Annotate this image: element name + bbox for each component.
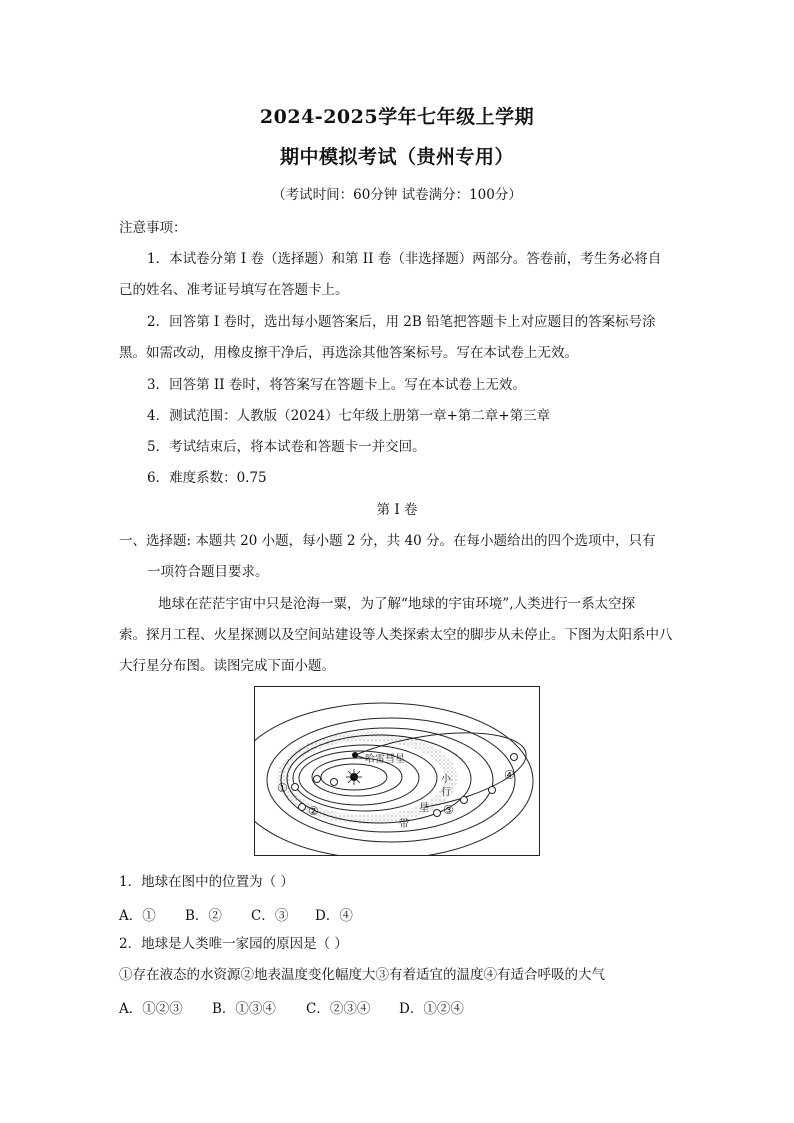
planet-5	[434, 810, 441, 817]
note-6: 6．难度系数：0.75	[147, 470, 267, 486]
planet-2	[314, 776, 321, 783]
question-1-option-c[interactable]: C．③	[251, 908, 289, 924]
volume-heading: 第 I 卷	[376, 502, 418, 518]
planet-4	[299, 804, 306, 811]
comet-label: 哈雷彗星	[365, 754, 405, 765]
planet-6	[461, 797, 468, 804]
comet	[352, 752, 358, 758]
intro-line3: 大行星分布图。读图完成下面小题。	[119, 658, 335, 674]
question-2-option-a[interactable]: A．①②③	[119, 1001, 183, 1017]
marker-1: ①	[277, 781, 288, 795]
note-1-line2: 己的姓名、准考证号填写在答题卡上。	[119, 282, 349, 298]
note-2-line1: 2．回答第 I 卷时，选出每小题答案后，用 2B 铅笔把答题卡上对应题目的答案标号涂	[147, 314, 656, 330]
question-2-option-d[interactable]: D．①②④	[399, 1001, 464, 1017]
intro-line1: 地球在茫茫宇宙中只是沧海一粟，为了解“地球的宇宙环境”,人类进行一系太空探	[158, 596, 636, 612]
notes-heading: 注意事项：	[119, 220, 187, 236]
planet-8	[511, 754, 518, 761]
planet-3	[292, 784, 299, 791]
question-2-option-b[interactable]: B．①③④	[212, 1001, 276, 1017]
solar-system-diagram	[255, 687, 540, 856]
question-1-option-d[interactable]: D．④	[315, 908, 353, 924]
exam-title: 2024-2025学年七年级上学期	[259, 106, 535, 128]
exam-time-info: （考试时间：60分钟 试卷满分：100分）	[272, 187, 522, 203]
question-1-option-a[interactable]: A．①	[119, 908, 156, 924]
part1-instruction-line2: 一项符合题目要求。	[147, 564, 269, 580]
sun	[346, 769, 362, 785]
note-3: 3．回答第 II 卷时，将答案写在答题卡上。写在本试卷上无效。	[147, 377, 526, 393]
belt-char-1: 小	[441, 774, 451, 785]
note-2-line2: 黑。如需改动，用橡皮擦干净后，再选涂其他答案标号。写在本试卷上无效。	[119, 345, 578, 361]
question-1-stem: 1．地球在图中的位置为（ ）	[119, 874, 294, 890]
exam-subtitle: 期中模拟考试（贵州专用）	[279, 146, 514, 168]
marker-4: ④	[504, 768, 515, 782]
belt-char-3: 星	[419, 803, 429, 814]
planet-7	[489, 787, 496, 794]
belt-char-4: 带	[399, 819, 409, 830]
marker-2: ②	[308, 804, 319, 818]
belt-char-2: 行	[441, 787, 451, 798]
part1-instruction-line1: 一、选择题: 本题共 20 小题，每小题 2 分，共 40 分。在每小题给出的四个选项中，只有	[119, 533, 656, 549]
question-2-stem: 2．地球是人类唯一家园的原因是（ ）	[119, 936, 348, 952]
solar-system-figure	[254, 686, 540, 856]
question-2-detail: ①存在液态的水资源②地表温度变化幅度大③有着适宜的温度④有适合呼吸的大气	[119, 967, 605, 983]
note-4: 4．测试范围：人教版（2024）七年级上册第一章+第二章+第三章	[147, 408, 551, 424]
planet-1	[331, 779, 338, 786]
intro-line2: 索。探月工程、火星探测以及空间站建设等人类探索太空的脚步从未停止。下图为太阳系中八	[119, 627, 673, 643]
question-2-option-c[interactable]: C．②③④	[306, 1001, 371, 1017]
note-1-line1: 1．本试卷分第 I 卷（选择题）和第 II 卷（非选择题）两部分。答卷前，考生务必将自	[147, 251, 662, 267]
question-1-option-b[interactable]: B．②	[185, 908, 222, 924]
marker-3: ③	[443, 803, 454, 817]
note-5: 5．考试结束后，将本试卷和答题卡一并交回。	[147, 439, 426, 455]
